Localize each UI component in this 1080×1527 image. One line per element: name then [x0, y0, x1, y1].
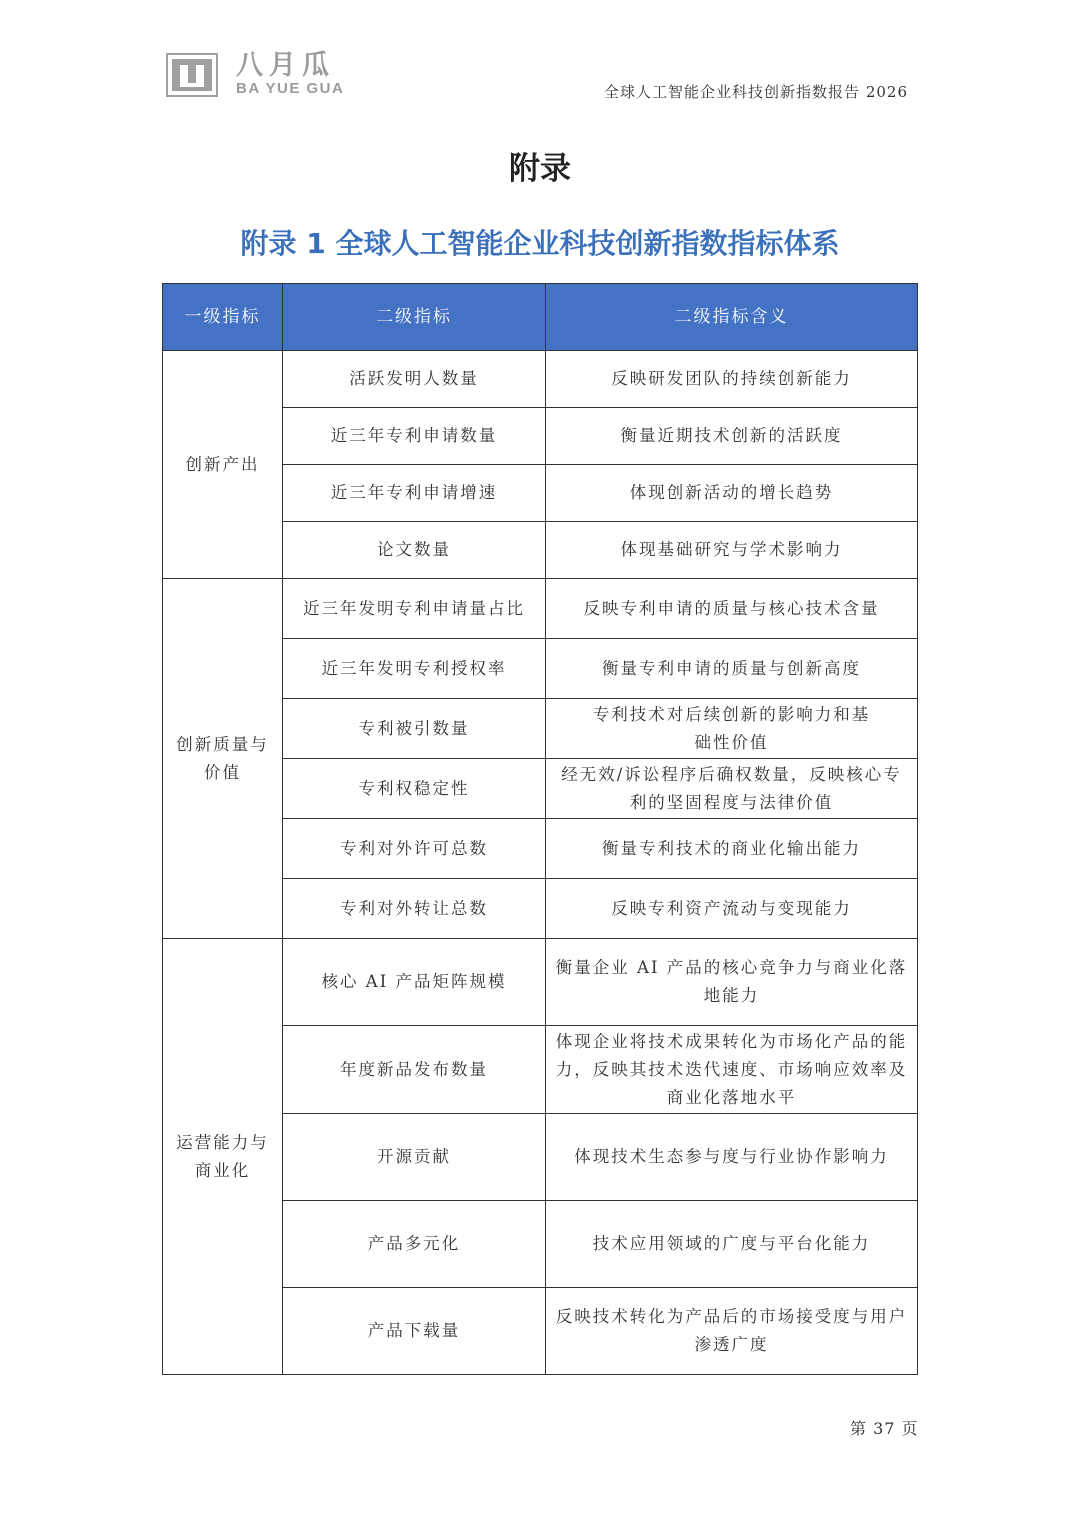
logo-mark-icon [166, 53, 218, 97]
meaning-cell: 经无效/诉讼程序后确权数量，反映核心专利的坚固程度与法律价值 [546, 759, 918, 819]
logo-english-text: BA YUE GUA [236, 80, 345, 97]
logo-chinese-text: 八月瓜 [236, 50, 335, 81]
level2-cell: 活跃发明人数量 [283, 351, 546, 408]
page-number: 第 37 页 [850, 1419, 919, 1438]
meaning-cell: 衡量企业 AI 产品的核心竞争力与商业化落地能力 [546, 939, 918, 1026]
level2-cell: 产品多元化 [283, 1201, 546, 1288]
level2-cell: 专利权稳定性 [283, 759, 546, 819]
level1-cell: 运营能力与商业化 [163, 939, 283, 1375]
table-row [163, 351, 918, 408]
level2-cell: 专利对外许可总数 [283, 819, 546, 879]
level2-cell: 近三年发明专利申请量占比 [283, 579, 546, 639]
meaning-cell: 技术应用领域的广度与平台化能力 [546, 1201, 918, 1288]
meaning-cell: 反映研发团队的持续创新能力 [546, 351, 918, 408]
meaning-cell: 反映技术转化为产品后的市场接受度与用户渗透广度 [546, 1288, 918, 1375]
meaning-cell: 专利技术对后续创新的影响力和基础性价值 [546, 699, 918, 759]
meaning-cell: 衡量近期技术创新的活跃度 [546, 408, 918, 465]
meaning-cell: 反映专利申请的质量与核心技术含量 [546, 579, 918, 639]
company-logo [166, 52, 344, 98]
meaning-cell: 体现基础研究与学术影响力 [546, 522, 918, 579]
page-heading: 附录 [509, 151, 571, 187]
header-meaning: 二级指标含义 [546, 284, 918, 351]
level2-cell: 专利被引数量 [283, 699, 546, 759]
meaning-cell: 反映专利资产流动与变现能力 [546, 879, 918, 939]
meaning-cell: 衡量专利技术的商业化输出能力 [546, 819, 918, 879]
level2-cell: 核心 AI 产品矩阵规模 [283, 939, 546, 1026]
header-level2: 二级指标 [283, 284, 546, 351]
level1-cell: 创新质量与价值 [163, 579, 283, 939]
level2-cell: 论文数量 [283, 522, 546, 579]
table-row [163, 939, 918, 1026]
table-header-row [163, 284, 918, 351]
level2-cell: 开源贡献 [283, 1114, 546, 1201]
meaning-cell: 体现技术生态参与度与行业协作影响力 [546, 1114, 918, 1201]
level2-cell: 近三年专利申请增速 [283, 465, 546, 522]
level2-cell: 年度新品发布数量 [283, 1026, 546, 1114]
meaning-cell: 衡量专利申请的质量与创新高度 [546, 639, 918, 699]
table-row [163, 579, 918, 639]
level1-cell: 创新产出 [163, 351, 283, 579]
level2-cell: 专利对外转让总数 [283, 879, 546, 939]
indicator-table [162, 283, 918, 1375]
report-title: 全球人工智能企业科技创新指数报告 2026 [604, 83, 908, 101]
level2-cell: 近三年发明专利授权率 [283, 639, 546, 699]
level2-cell: 近三年专利申请数量 [283, 408, 546, 465]
appendix-title: 附录 1 全球人工智能企业科技创新指数指标体系 [240, 227, 840, 260]
meaning-cell: 体现企业将技术成果转化为市场化产品的能力，反映其技术迭代速度、市场响应效率及商业化落地水平 [546, 1026, 918, 1114]
level2-cell: 产品下载量 [283, 1288, 546, 1375]
header-level1: 一级指标 [163, 284, 283, 351]
meaning-cell: 体现创新活动的增长趋势 [546, 465, 918, 522]
